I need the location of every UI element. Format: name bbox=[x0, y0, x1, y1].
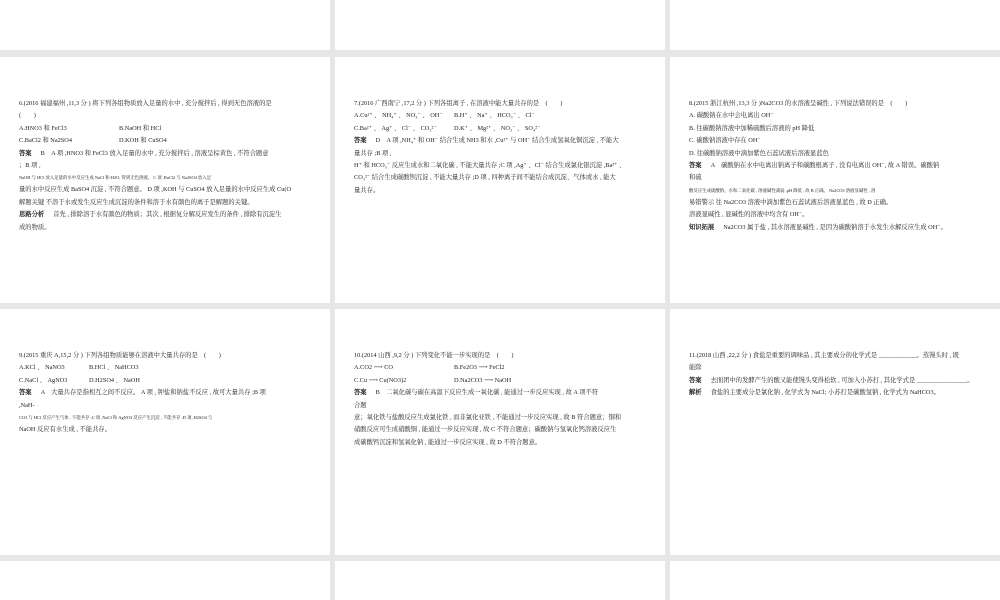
q9-answer-text-2: ,NaH- bbox=[19, 401, 35, 409]
q7-option-b: B.H⁺ 、 Na⁺ 、 HCO₃⁻ 、 Cl⁻ bbox=[454, 112, 535, 120]
q6-bracket: ( ) bbox=[19, 112, 36, 120]
slide-bottom-center bbox=[335, 561, 665, 600]
q8-answer-label: 答案 bbox=[689, 162, 702, 170]
q6-analysis-text-1: 首先 , 排除溶于水有颜色的物质；其次 , 根据复分解反应发生的条件 , 排除有沉淀生 bbox=[53, 211, 282, 219]
slide-question-6[interactable] bbox=[0, 57, 330, 303]
slide-bottom-left bbox=[0, 561, 330, 600]
q6-answer-small: NaOH 与 HCl 放入足量的水中反应生成 NaCl 和 H2O, 得到无色溶液。 C 项 ,BaCl2 与 Na2SO4 放入足 bbox=[19, 175, 212, 181]
q10-answer-text-5: 成碳酸钙沉淀和氢氧化钠 , 能通过一步反应实现 , 故 D 不符合题意。 bbox=[354, 438, 542, 446]
q8-extension bbox=[689, 222, 986, 234]
question-9-content bbox=[19, 350, 316, 436]
slide-top-right bbox=[670, 0, 1000, 50]
q6-answer-text-3: 量的水中反应生成 BaSO4 沉淀 , 不符合题意。 D 项 ,KOH 与 CuSO4 放入足量的水中反应生成 Cu(O bbox=[19, 186, 291, 194]
q7-option-c: C.Ba²⁺ 、 Ag⁺ 、 Cl⁻ 、 CO₃²⁻ bbox=[354, 124, 437, 132]
question-6-content bbox=[19, 98, 316, 234]
q8-stem: 8.(2015 浙江杭州 ,13,3 分 )Na2CO3 的水溶液呈碱性 , 下列说法错误的是 ( ) bbox=[689, 100, 908, 107]
q6-answer-text-2: ；B 项 , bbox=[19, 162, 41, 170]
q7-answer-text-4: CO₃²⁻ 结合生成碳酸钡沉淀 , 不能大量共存 ;D 项 , 四种离子间不能结合成沉淀、气体或水 , 能大 bbox=[354, 174, 616, 182]
q9-option-d: D.H2SO4 、 NaOH bbox=[89, 376, 140, 384]
q11-analysis-label: 解析 bbox=[689, 389, 702, 397]
q6-option-c: C.BaCl2 和 Na2SO4 bbox=[19, 137, 73, 145]
q6-answer-label: 答案 bbox=[19, 149, 32, 157]
q6-answer-text-1: B A 项 ,HNO3 和 FeCl3 放入足量的水中 , 充分搅拌后 , 溶液呈棕黄色 , 不符合题意 bbox=[40, 149, 269, 157]
question-8-content bbox=[689, 98, 986, 234]
q8-answer-text-4: 溶液显碱性 , 显碱性的溶液中均含有 OH⁻。 bbox=[689, 211, 809, 219]
q10-option-b: B.Fe2O3 ⟶ FeCl2 bbox=[454, 364, 505, 372]
q6-analysis-text-2: 成的物质。 bbox=[19, 223, 51, 231]
q9-options-row-1 bbox=[19, 362, 316, 374]
q6-option-d: D.KOH 和 CuSO4 bbox=[119, 137, 167, 145]
q8-extension-text: Na2CO3 属于盐 , 其水溶液显碱性 , 是因为碳酸钠溶于水发生水解反应生成 OH⁻。 bbox=[723, 223, 947, 231]
q7-answer bbox=[354, 135, 651, 147]
q9-answer-small: CO3 与 HCl 反应产生气体 , 不能共存 ;C 项 ,NaCl 和 AgNO3 反应产生沉淀 , 不能共存 ;D 项 ,H2SO4 与 bbox=[19, 415, 213, 421]
q9-option-b: B.HCl 、 NaHCO3 bbox=[89, 364, 139, 372]
question-7-content bbox=[354, 98, 651, 197]
q6-analysis bbox=[19, 209, 316, 221]
q7-options-row-1 bbox=[354, 110, 651, 122]
slide-question-7[interactable] bbox=[335, 57, 665, 303]
q8-answer-text-2: 和硫 bbox=[689, 174, 702, 182]
q7-stem: 7.(2016 广西南宁 ,17,2 分 ) 下列各组离子 , 在溶液中能大量共存的是 ( ) bbox=[354, 100, 563, 107]
q6-option-b: B.NaOH 和 HCl bbox=[119, 124, 162, 132]
q7-answer-label: 答案 bbox=[354, 137, 367, 145]
slide-bottom-right bbox=[670, 561, 1000, 600]
q6-stem: 6.(2016 福建福州 ,11,3 分 ) 将下列各组物质放入足量的水中 , 充分搅拌后 , 得到无色溶液的是 bbox=[19, 100, 272, 107]
q6-options-row-1 bbox=[19, 123, 316, 135]
q7-options-row-2 bbox=[354, 123, 651, 135]
q7-option-a: A.Cu²⁺ 、 NH₄⁺ 、 NO₃⁻ 、 OH⁻ bbox=[354, 112, 443, 120]
q10-answer-text-1: B 二氧化碳与碳在高温下反应生成一氧化碳 , 能通过一步反应实现 , 故 A 项不符 bbox=[375, 389, 599, 397]
q11-answer bbox=[689, 375, 986, 387]
q10-option-c: C.Cu ⟶ Cu(NO3)2 bbox=[354, 376, 407, 384]
q8-answer bbox=[689, 160, 986, 172]
q8-error-warning: 易错警示 往 Na2CO3 溶液中滴加紫色石蕊试液后溶液显蓝色 , 故 D 正确。 bbox=[689, 198, 893, 206]
q11-stem: 11.(2018 山西 ,22,2 分 ) 食盐是重要的调味品 , 其主要成分的化学式是 ____________。蒸馒头时 , 既 bbox=[689, 352, 960, 359]
q8-option-b: B. 往碳酸钠溶液中加稀硫酸后溶液的 pH 降低 bbox=[689, 124, 815, 132]
q10-answer bbox=[354, 387, 651, 399]
q10-option-d: D.Na2CO3 ⟶ NaOH bbox=[454, 376, 512, 384]
q10-answer-text-3: 意；氧化铁与盐酸反应生成氯化铁 , 而非氯化亚铁 , 不能通过一步反应实现 , 故 B 符合题意；铜和 bbox=[354, 414, 622, 422]
q8-option-c: C. 碳酸钠溶液中存在 OH⁻ bbox=[689, 137, 761, 145]
q6-analysis-label: 思路分析 bbox=[19, 211, 45, 219]
question-11-content bbox=[689, 350, 986, 400]
slide-question-11[interactable] bbox=[670, 309, 1000, 555]
q7-answer-text-1: D A 项 ,NH₄⁺ 和 OH⁻ 结合生成 NH3 和水 ,Cu²⁺ 与 OH⁻ 结合生成氢氧化铜沉淀 , 不能大 bbox=[375, 137, 619, 145]
q7-answer-text-2: 量共存 ;B 项 , bbox=[354, 149, 392, 157]
q7-answer-text-5: 量共存。 bbox=[354, 186, 380, 194]
q11-analysis-text: 食盐的主要成分是氯化钠 , 化学式为 NaCl; 小苏打是碳酸氢钠 , 化学式为 NaHCO3。 bbox=[710, 389, 940, 397]
q8-answer-small: 酸反应生成硫酸钠、水和二氧化碳 , 溶液碱性减弱 ,pH 降低 , 故 B 正确。 Na2CO3 溶液显碱性 , 溶 bbox=[689, 187, 876, 193]
q10-option-a: A.CO2 ⟶ CO bbox=[354, 364, 393, 372]
q9-answer-text-3: NaOH 反应有水生成 , 不能共存。 bbox=[19, 426, 111, 434]
q9-answer-label: 答案 bbox=[19, 389, 32, 397]
slide-top-center bbox=[335, 0, 665, 50]
slide-question-9[interactable] bbox=[0, 309, 330, 555]
q9-answer-text-1: A 大量共存是指相互之间不反应。 A 项 , 钾盐和钠盐不反应 , 故可大量共存 ;B 项 bbox=[40, 389, 266, 397]
slide-top-left bbox=[0, 0, 330, 50]
q11-answer-text-1: 去面团中的发酵产生的酸又能使馒头变得松软 , 可加入小苏打 , 其化学式是 ________________。 bbox=[710, 376, 974, 384]
q6-option-a: A.HNO3 和 FeCl3 bbox=[19, 124, 67, 132]
q11-answer-label: 答案 bbox=[689, 376, 702, 384]
q11-analysis bbox=[689, 387, 986, 399]
q7-option-d: D.K⁺ 、 Mg²⁺ 、 NO₃⁻ 、 SO₄²⁻ bbox=[454, 124, 541, 132]
question-10-content bbox=[354, 350, 651, 449]
q9-options-row-2 bbox=[19, 375, 316, 387]
q8-option-d: D. 往碳酸钠溶液中滴加紫色石蕊试液后溶液显蓝色 bbox=[689, 149, 829, 157]
q8-answer-text-1: A 碳酸钠在水中电离出钠离子和碳酸根离子 , 没有电离出 OH⁻, 故 A 错误。碳酸钠 bbox=[710, 162, 940, 170]
q10-answer-label: 答案 bbox=[354, 389, 367, 397]
q9-option-c: C.NaCl 、 AgNO3 bbox=[19, 376, 68, 384]
q6-options-row-2 bbox=[19, 135, 316, 147]
q8-option-a: A. 碳酸钠在水中会电离出 OH⁻ bbox=[689, 112, 774, 120]
q8-extension-label: 知识拓展 bbox=[689, 223, 715, 231]
q9-option-a: A.KCl 、 NaNO3 bbox=[19, 364, 65, 372]
q9-stem: 9.(2015 重庆 A,15,2 分 ) 下列各组物质能够在溶液中大量共存的是 ( ) bbox=[19, 352, 221, 359]
q10-answer-text-2: 合题 bbox=[354, 401, 367, 409]
q6-answer bbox=[19, 148, 316, 160]
q9-answer bbox=[19, 387, 316, 399]
q10-options-row-2 bbox=[354, 375, 651, 387]
q7-answer-text-3: H⁺ 和 HCO₃⁻ 反应生成水和二氧化碳 , 不能大量共存 ;C 项 ,Ag⁺ 、Cl⁻ 结合生成氯化银沉淀 ,Ba²⁺ 、 bbox=[354, 162, 626, 170]
q10-answer-text-4: 硝酸反应可生成硝酸铜 , 能通过一步反应实现 , 故 C 不符合题意；碳酸钠与氢氧化钙溶液反应生 bbox=[354, 426, 617, 434]
q10-stem: 10.(2014 山西 ,9,2 分 ) 下列变化不能一步实现的是 ( ) bbox=[354, 352, 514, 359]
slide-question-10[interactable] bbox=[335, 309, 665, 555]
q11-stem-2: 能除 bbox=[689, 364, 702, 372]
slide-question-8[interactable] bbox=[670, 57, 1000, 303]
q6-key-point: 解题关键 不溶于水或发生反应生成沉淀的条件和溶于水有颜色的离子是解题的关键。 bbox=[19, 198, 254, 206]
q10-options-row-1 bbox=[354, 362, 651, 374]
